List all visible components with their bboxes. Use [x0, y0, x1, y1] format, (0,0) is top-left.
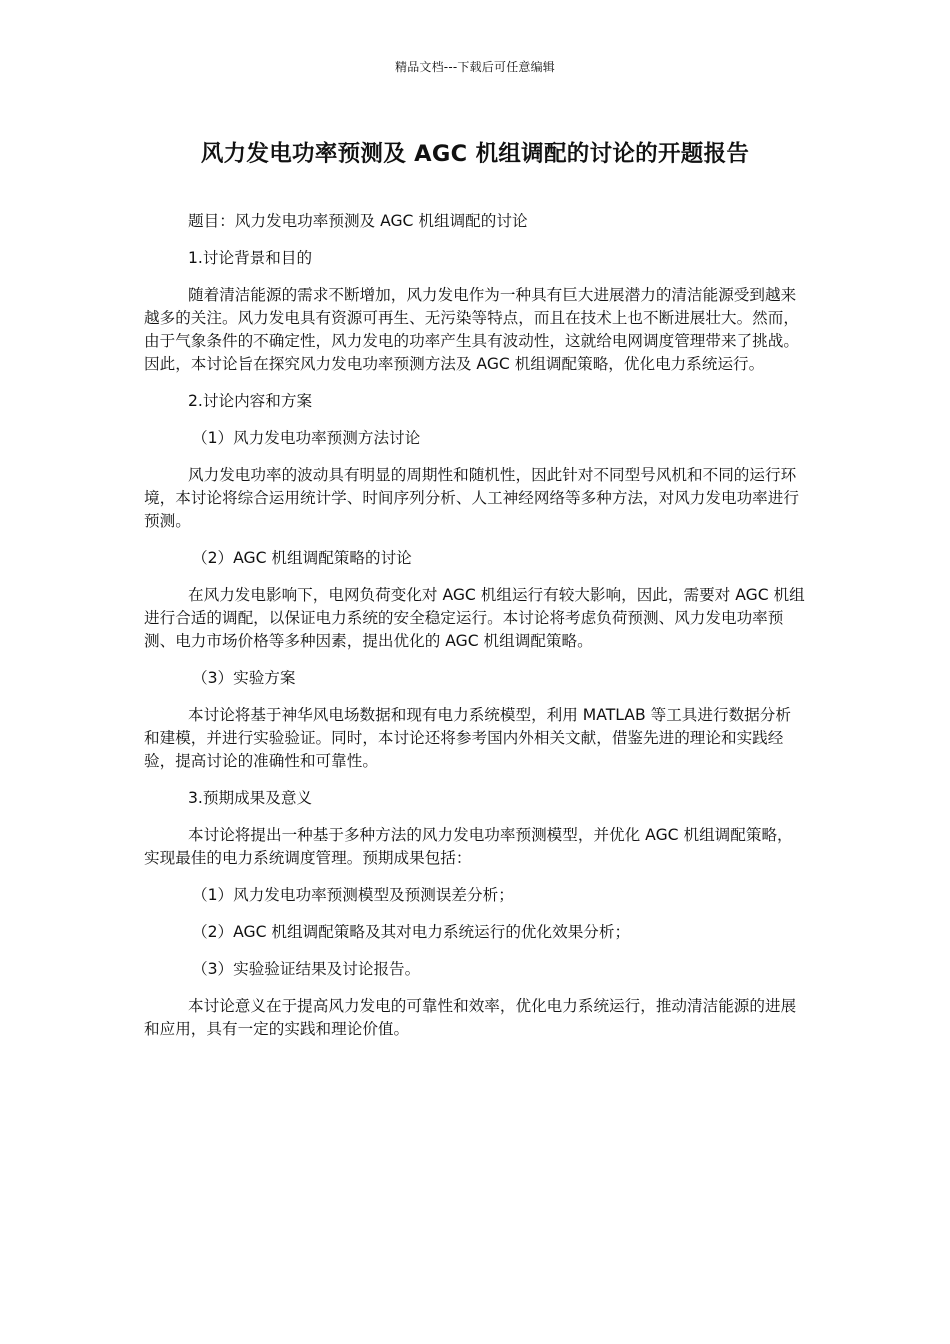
section-2-item-3-heading: （3）实验方案 [192, 669, 296, 687]
topic-line: 题目：风力发电功率预测及 AGC 机组调配的讨论 [188, 212, 528, 230]
expected-result-3: （3）实验验证结果及讨论报告。 [192, 960, 421, 978]
expected-result-2: （2）AGC 机组调配策略及其对电力系统运行的优化效果分析； [192, 923, 631, 941]
section-2-heading: 2.讨论内容和方案 [188, 392, 313, 410]
document-body [144, 210, 806, 1055]
section-1-paragraph: 随着清洁能源的需求不断增加，风力发电作为一种具有巨大进展潜力的清洁能源受到越来越多的关注。风力发电具有资源可再生、无污染等特点，而且在技术上也不断进展壮大。然而，由于气象条件的不确定性，风力发电的功率产生具有波动性，这就给电网调度管理带来了挑战。因此，本讨论旨在探究风力发电功率预测方法及 AGC 机组调配策略，优化电力系统运行。 [144, 286, 799, 373]
significance-paragraph: 本讨论意义在于提高风力发电的可靠性和效率，优化电力系统运行，推动清洁能源的进展和应用，具有一定的实践和理论价值。 [144, 997, 797, 1038]
section-2-item-2-heading: （2）AGC 机组调配策略的讨论 [192, 549, 412, 567]
section-3-heading: 3.预期成果及意义 [188, 789, 313, 807]
header-note: 精品文档---下载后可任意编辑 [395, 60, 555, 74]
section-3-intro: 本讨论将提出一种基于多种方法的风力发电功率预测模型，并优化 AGC 机组调配策略，实现最佳的电力系统调度管理。预期成果包括： [144, 826, 793, 867]
section-2-item-2-paragraph: 在风力发电影响下，电网负荷变化对 AGC 机组运行有较大影响，因此，需要对 AGC 机组进行合适的调配，以保证电力系统的安全稳定运行。本讨论将考虑负荷预测、风力发电功率预测、电力市场价格等多种因素，提出优化的 AGC 机组调配策略。 [144, 586, 805, 650]
expected-result-1: （1）风力发电功率预测模型及预测误差分析； [192, 886, 514, 904]
section-1-heading: 1.讨论背景和目的 [188, 249, 313, 267]
section-2-item-1-heading: （1）风力发电功率预测方法讨论 [192, 429, 421, 447]
section-2-item-3-paragraph: 本讨论将基于神华风电场数据和现有电力系统模型，利用 MATLAB 等工具进行数据分析和建模，并进行实验验证。同时，本讨论还将参考国内外相关文献，借鉴先进的理论和实践经验，提高讨论的准确性和可靠性。 [144, 706, 791, 770]
document-title: 风力发电功率预测及 AGC 机组调配的讨论的开题报告 [200, 141, 750, 167]
section-2-item-1-paragraph: 风力发电功率的波动具有明显的周期性和随机性，因此针对不同型号风机和不同的运行环境，本讨论将综合运用统计学、时间序列分析、人工神经网络等多种方法，对风力发电功率进行预测。 [144, 466, 799, 530]
